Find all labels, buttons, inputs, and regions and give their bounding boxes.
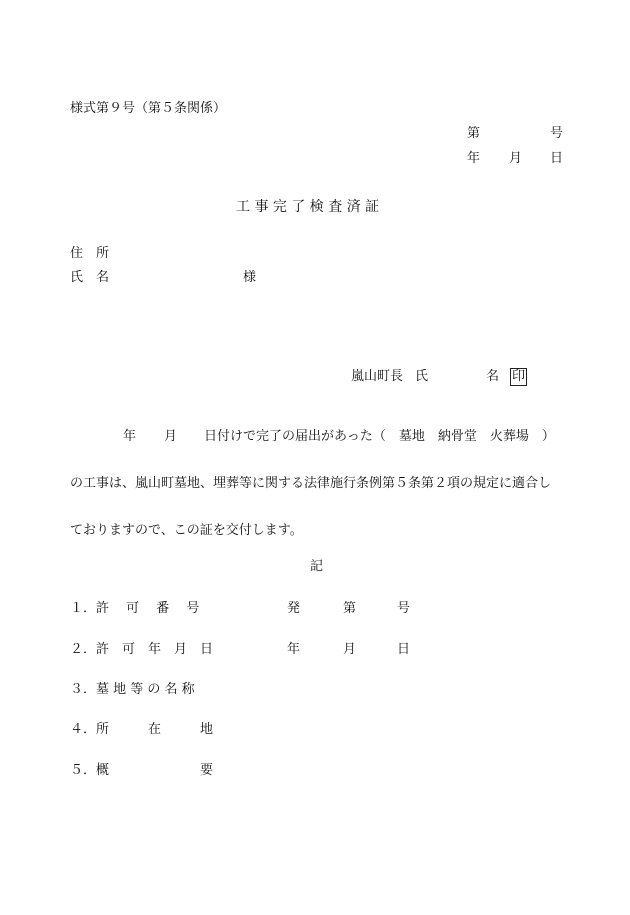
item-1-v3: 号 [397,601,411,616]
date-day: 日 [550,151,564,166]
item-4-label: ４．所 在 地 [70,722,214,737]
body-line1: 日付けで完了の届出があった（ 墓地 納骨堂 火葬場 ） [204,429,555,444]
document-title: 工 事 完 了 検 査 済 証 [236,199,380,215]
item-1-v1: 発 [287,601,301,616]
honorific: 様 [243,270,257,285]
item-2-v1: 年 [287,642,301,657]
form-number: 様式第９号（第５条関係） [70,101,227,116]
date-month: 月 [509,151,523,166]
name-label: 氏 名 [70,270,110,285]
issue-number-suffix: 号 [550,126,564,141]
issuer-name-suffix: 名 [486,369,500,384]
item-3-label: ３．墓 地 等 の 名 称 [70,682,195,697]
issue-number-prefix: 第 [467,126,481,141]
issuer-name-prefix: 氏 [415,369,429,384]
item-2-v2: 月 [343,642,357,657]
item-1-v2: 第 [343,601,357,616]
body-year: 年 [123,429,137,444]
address-label: 住 所 [70,246,110,261]
body-month: 月 [164,429,178,444]
item-2-v3: 日 [397,642,411,657]
seal-box: 印 [512,369,526,384]
issuer-title: 嵐山町長 [351,369,404,384]
ki-label: 記 [310,559,324,574]
item-1-label: １．許 可 番 号 [70,601,200,616]
item-2-label: ２．許 可 年 月 日 [70,642,214,657]
item-5-label: ５．概 要 [70,763,214,778]
body-line2: の工事は、嵐山町墓地、埋葬等に関する法律施行条例第５条第２項の規定に適合し [70,476,552,491]
body-line3: ておりますので、この証を交付します。 [70,523,303,538]
date-year: 年 [467,151,481,166]
